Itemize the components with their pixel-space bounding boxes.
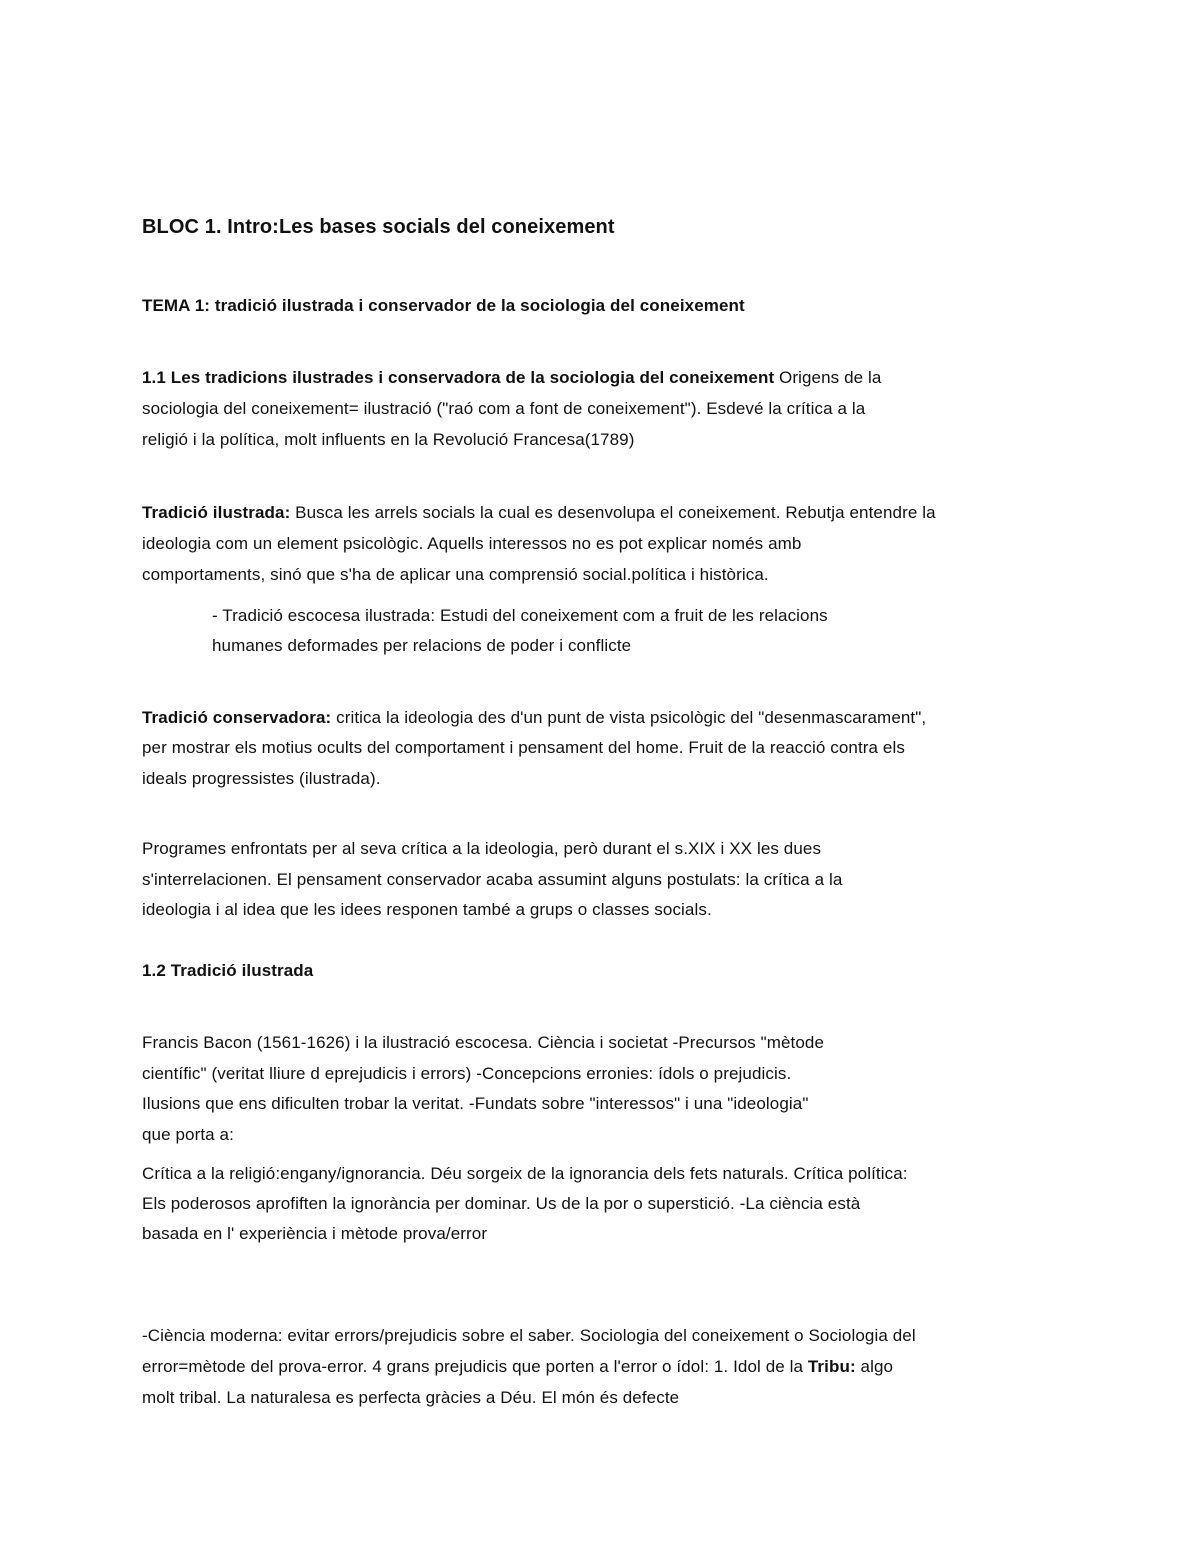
ciencia-line-3: molt tribal. La naturalesa es perfecta gràcies a Déu. El món és defecte bbox=[142, 1388, 680, 1407]
section-1-2-heading: 1.2 Tradició ilustrada bbox=[142, 961, 314, 980]
programes-line-1: Programes enfrontats per al seva crítica a la ideologia, però durant el s.XIX i XX les dues bbox=[142, 839, 822, 858]
ciencia-line-2 bbox=[142, 1356, 893, 1378]
programes-line-3: ideologia i al idea que les idees responen també a grups o classes socials. bbox=[142, 900, 712, 919]
bacon-line-2: científic" (veritat lliure d eprejudicis i errors) -Concepcions erronies: ídols o prejudicis. bbox=[142, 1064, 792, 1083]
conservadora-line-1-text: critica la ideologia des d'un punt de vista psicològic del "desenmascarament", bbox=[331, 708, 927, 727]
section-1-1-line-1 bbox=[142, 367, 881, 389]
bacon-line-3: Ilusions que ens dificulten trobar la veritat. -Fundats sobre "interessos" i una "ideologia" bbox=[142, 1094, 809, 1113]
tribu-term: Tribu: bbox=[807, 1357, 856, 1376]
programes-line-2: s'interrelacionen. El pensament conservador acaba assumint alguns postulats: la crítica a la bbox=[142, 870, 843, 889]
section-1-1-line-2: sociologia del coneixement= ilustració ("raó com a font de coneixement"). Esdevé la crítica a la bbox=[142, 399, 866, 418]
section-1-1-line-3: religió i la política, molt influents en la Revolució Francesa(1789) bbox=[142, 430, 635, 449]
conservadora-paragraph-line-1 bbox=[142, 707, 926, 729]
ciencia-line-2-post: algo bbox=[855, 1357, 894, 1376]
critica-line-3: basada en l' experiència i mètode prova/error bbox=[142, 1224, 488, 1243]
conservadora-paragraph-line-2: per mostrar els motius ocults del comportament i pensament del home. Fruit de la reacció contra els bbox=[142, 738, 905, 757]
document-title: BLOC 1. Intro:Les bases socials del coneixement bbox=[142, 216, 615, 238]
conservadora-paragraph-line-3: ideals progressistes (ilustrada). bbox=[142, 769, 381, 788]
ilustrada-paragraph-line-3: comportaments, sinó que s'ha de aplicar una comprensió social.política i històrica. bbox=[142, 565, 769, 584]
bacon-line-4: que porta a: bbox=[142, 1125, 234, 1144]
bacon-line-1: Francis Bacon (1561-1626) i la ilustració escocesa. Ciència i societat -Precursos "mètode bbox=[142, 1033, 825, 1052]
tema-1-heading: TEMA 1: tradició ilustrada i conservador de la sociologia del coneixement bbox=[142, 296, 745, 315]
ciencia-line-1: -Ciència moderna: evitar errors/prejudicis sobre el saber. Sociologia del coneixement o Sociologia del bbox=[142, 1326, 916, 1345]
ciencia-line-2-pre: error=mètode del prova-error. 4 grans prejudicis que porten a l'error o ídol: 1. Idol de la bbox=[142, 1357, 808, 1376]
critica-line-1: Crítica a la religió:engany/ignorancia. Déu sorgeix de la ignorancia dels fets naturals. Crítica política: bbox=[142, 1164, 908, 1183]
ilustrada-paragraph-line-1 bbox=[142, 502, 936, 524]
conservadora-label: Tradició conservadora: bbox=[142, 708, 332, 727]
ilustrada-line-1-text: Busca les arrels socials la cual es desenvolupa el coneixement. Rebutja entendre la bbox=[290, 503, 936, 522]
escocesa-line-1: - Tradició escocesa ilustrada: Estudi del coneixement com a fruit de les relacions bbox=[212, 606, 828, 625]
section-1-1-heading: 1.1 Les tradicions ilustrades i conservadora de la sociologia del coneixement bbox=[142, 368, 775, 387]
escocesa-line-2: humanes deformades per relacions de poder i conflicte bbox=[212, 636, 632, 655]
critica-line-2: Els poderosos aprofiften la ignorància per dominar. Us de la por o superstició. -La ciència està bbox=[142, 1194, 861, 1213]
ilustrada-paragraph-line-2: ideologia com un element psicològic. Aquells interessos no es pot explicar només amb bbox=[142, 534, 802, 553]
ilustrada-label: Tradició ilustrada: bbox=[142, 503, 291, 522]
section-1-1-line-1-text: Origens de la bbox=[774, 368, 882, 387]
